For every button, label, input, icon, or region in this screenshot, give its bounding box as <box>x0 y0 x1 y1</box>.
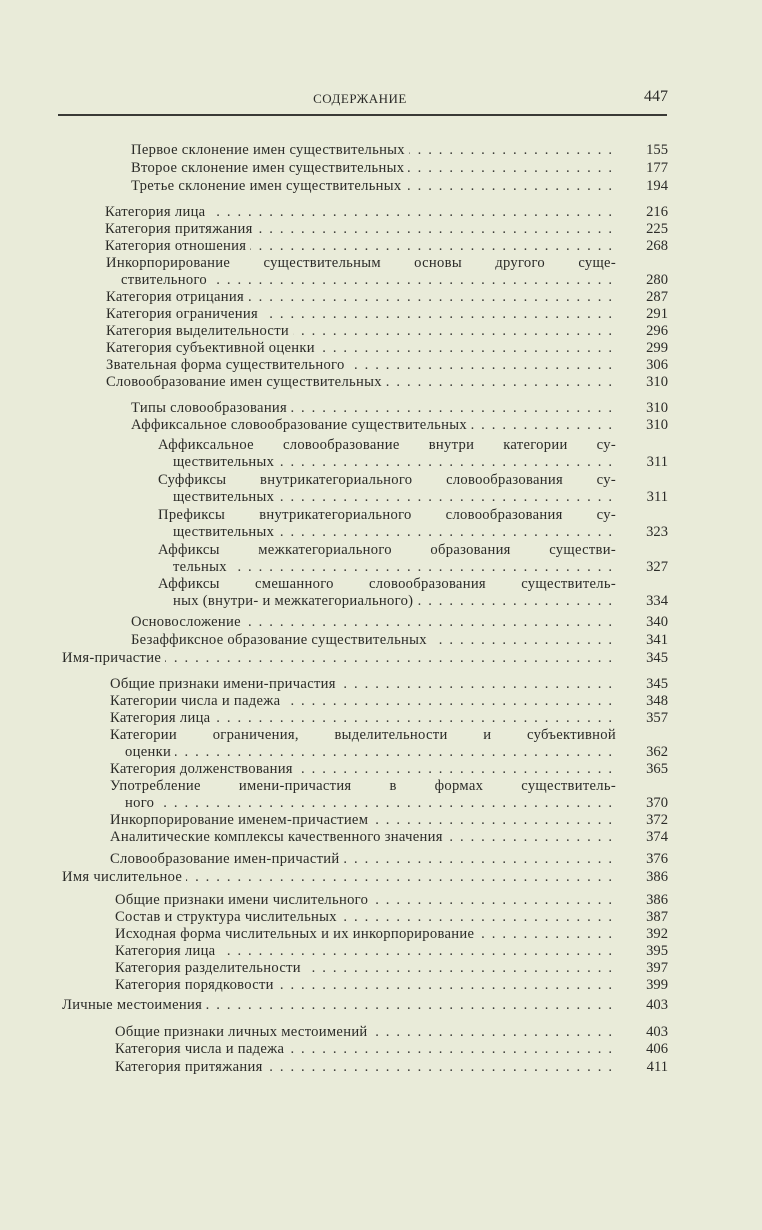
toc-entry <box>131 632 668 649</box>
entry-line <box>115 1041 668 1058</box>
toc-entry <box>62 869 668 886</box>
entry-line <box>131 400 668 417</box>
entry-title: Инкорпорирование существительным основы другого суще- <box>106 255 616 271</box>
entry-line-wrapped <box>110 778 668 795</box>
dot-leader <box>248 289 612 306</box>
entry-page-number: 225 <box>646 221 668 237</box>
entry-title: Категория лица <box>110 710 211 726</box>
entry-line <box>158 593 668 610</box>
entry-line <box>158 524 668 541</box>
toc-entry <box>115 926 668 943</box>
entry-line <box>115 1059 668 1076</box>
toc-entry <box>62 650 668 667</box>
dot-leader <box>471 417 612 434</box>
entry-title: Основосложение <box>131 614 241 630</box>
entry-title: Второе склонение имен существительных <box>131 160 405 176</box>
entry-page-number: 348 <box>646 693 668 709</box>
dot-leader <box>278 454 612 471</box>
entry-line <box>158 559 668 576</box>
dot-leader <box>209 204 612 221</box>
entry-line <box>110 744 668 761</box>
entry-page-number: 397 <box>646 960 668 976</box>
entry-title: Общие признаки имени числительного <box>115 892 369 908</box>
entry-title: Звательная форма существительного <box>106 357 345 373</box>
entry-line <box>158 454 668 471</box>
entry-line <box>115 1024 668 1041</box>
page-number: 447 <box>644 88 668 105</box>
dot-leader <box>288 1041 612 1058</box>
dot-leader <box>431 632 612 649</box>
entry-line <box>105 238 668 255</box>
entry-line <box>131 614 668 631</box>
entry-line <box>115 960 668 977</box>
entry-title: Типы словообразования <box>131 400 288 416</box>
entry-line <box>115 892 668 909</box>
dot-leader <box>291 400 612 417</box>
toc-entry <box>158 542 668 577</box>
toc-entry <box>115 1059 668 1076</box>
entry-line <box>110 851 668 868</box>
dot-leader <box>206 997 612 1014</box>
entry-title: Словообразование имен-причастий <box>110 851 340 867</box>
entry-line <box>110 693 668 710</box>
entry-title: Общие признаки имени-причастия <box>110 676 336 692</box>
entry-line-wrapped <box>158 542 668 559</box>
entry-title: Личные местоимения <box>62 997 203 1013</box>
entry-page-number: 386 <box>646 869 668 885</box>
dot-leader <box>278 489 612 506</box>
dot-leader <box>408 160 612 177</box>
entry-line <box>110 761 668 778</box>
entry-page-number: 341 <box>646 632 668 648</box>
header-title: СОДЕРЖАНИЕ <box>313 91 407 106</box>
entry-title: Исходная форма числительных и их инкорпорирование <box>115 926 475 942</box>
entry-title: Категория притяжания <box>115 1059 263 1075</box>
toc-entry <box>131 400 668 417</box>
toc-entry <box>110 812 668 829</box>
entry-page-number: 216 <box>646 204 668 220</box>
entry-line <box>110 676 668 693</box>
entry-title: ного <box>125 795 155 812</box>
dot-leader <box>293 323 612 340</box>
dot-leader <box>349 357 612 374</box>
toc-entry <box>110 851 668 868</box>
entry-page-number: 370 <box>646 795 668 812</box>
entry-page-number: 403 <box>646 1024 668 1040</box>
toc-entry <box>62 997 668 1014</box>
entry-line <box>62 869 668 886</box>
toc-entry <box>115 909 668 926</box>
entry-title: Аффиксальное словообразование внутри категории су- <box>158 437 616 453</box>
dot-leader <box>231 559 612 576</box>
entry-page-number: 306 <box>646 357 668 373</box>
toc-entry <box>158 472 668 507</box>
entry-line <box>110 812 668 829</box>
entry-title: тельных <box>173 559 227 576</box>
entry-page-number: 323 <box>646 524 668 541</box>
toc-entry <box>115 943 668 960</box>
entry-title: Категория разделительности <box>115 960 301 976</box>
entry-title: ществительных <box>173 454 275 471</box>
dot-leader <box>386 374 612 391</box>
toc-entry <box>106 357 668 374</box>
toc-entry <box>110 761 668 778</box>
toc-entry <box>115 960 668 977</box>
dot-leader <box>158 795 612 812</box>
entry-line <box>62 650 668 667</box>
dot-leader <box>340 676 612 693</box>
entry-title: Категория ограничения <box>106 306 259 322</box>
entry-page-number: 311 <box>646 454 668 471</box>
toc-entry <box>110 676 668 693</box>
dot-leader <box>478 926 612 943</box>
entry-line-wrapped <box>158 437 668 454</box>
entry-line <box>110 795 668 812</box>
dot-leader <box>319 340 612 357</box>
entry-title: Употребление имени-причастия в формах существитель- <box>110 778 616 794</box>
entry-title: Категория отношения <box>105 238 247 254</box>
entry-page-number: 399 <box>646 977 668 993</box>
entry-page-number: 411 <box>646 1059 668 1075</box>
dot-leader <box>245 614 612 631</box>
toc-entry <box>106 255 668 290</box>
entry-line <box>62 997 668 1014</box>
entry-line <box>106 374 668 391</box>
entry-title: Префиксы внутрикатегориального словообразования су- <box>158 507 616 523</box>
entry-title: Общие признаки личных местоимений <box>115 1024 368 1040</box>
entry-title: Категория лица <box>115 943 216 959</box>
entry-line-wrapped <box>110 727 668 744</box>
toc-entry <box>131 178 668 195</box>
toc-entry <box>115 977 668 994</box>
entry-page-number: 177 <box>646 160 668 176</box>
entry-line <box>115 909 668 926</box>
entry-line-wrapped <box>106 255 668 272</box>
dot-leader <box>344 851 613 868</box>
entry-page-number: 392 <box>646 926 668 942</box>
entry-page-number: 311 <box>646 489 668 506</box>
entry-page-number: 345 <box>646 650 668 666</box>
dot-leader <box>175 744 612 761</box>
dot-leader <box>219 943 612 960</box>
entry-page-number: 365 <box>646 761 668 777</box>
dot-leader <box>417 593 612 610</box>
entry-line <box>106 323 668 340</box>
entry-page-number: 327 <box>646 559 668 576</box>
toc-entry <box>105 204 668 221</box>
entry-page-number: 395 <box>646 943 668 959</box>
entry-line <box>106 289 668 306</box>
dot-leader <box>284 693 612 710</box>
entry-line <box>131 178 668 195</box>
dot-leader <box>372 892 612 909</box>
entry-title: Категории числа и падежа <box>110 693 281 709</box>
entry-title: ществительных <box>173 524 275 541</box>
entry-page-number: 310 <box>646 400 668 416</box>
entry-page-number: 310 <box>646 374 668 390</box>
entry-page-number: 403 <box>646 997 668 1013</box>
entry-title: Категории ограничения, выделительности и субъективной <box>110 727 616 743</box>
toc-entry <box>115 892 668 909</box>
dot-leader <box>372 1024 612 1041</box>
entry-page-number: 299 <box>646 340 668 356</box>
entry-line <box>131 417 668 434</box>
toc-entry <box>131 142 668 159</box>
dot-leader <box>305 960 612 977</box>
dot-leader <box>341 909 612 926</box>
entry-title: Инкорпорирование именем-причастием <box>110 812 369 828</box>
entry-title: Состав и структура числительных <box>115 909 337 925</box>
header-rule <box>58 114 667 116</box>
toc-entry <box>115 1024 668 1041</box>
dot-leader <box>372 812 612 829</box>
entry-page-number: 310 <box>646 417 668 433</box>
toc-entry <box>110 778 668 813</box>
entry-line-wrapped <box>158 507 668 524</box>
entry-page-number: 386 <box>646 892 668 908</box>
dot-leader <box>267 1059 612 1076</box>
entry-title: оценки <box>125 744 172 761</box>
toc-entry <box>131 160 668 177</box>
entry-page-number: 334 <box>646 593 668 610</box>
dot-leader <box>186 869 612 886</box>
toc-entry <box>131 614 668 631</box>
toc-entry <box>158 507 668 542</box>
entry-title: Категория числа и падежа <box>115 1041 285 1057</box>
entry-line <box>115 943 668 960</box>
entry-line-wrapped <box>158 576 668 593</box>
entry-page-number: 406 <box>646 1041 668 1057</box>
dot-leader <box>250 238 612 255</box>
dot-leader <box>278 524 612 541</box>
entry-title: Аффиксы межкатегориального образования существи- <box>158 542 616 558</box>
entry-title: ных (внутри- и межкатегориального) <box>173 593 414 610</box>
entry-title: Категория лица <box>105 204 206 220</box>
entry-page-number: 372 <box>646 812 668 828</box>
entry-title: Категория долженствования <box>110 761 293 777</box>
entry-title: Аналитические комплексы качественного значения <box>110 829 443 845</box>
entry-line <box>115 926 668 943</box>
entry-line <box>110 829 668 846</box>
toc-entry <box>105 238 668 255</box>
toc-entry <box>110 829 668 846</box>
entry-title: Имя числительное <box>62 869 183 885</box>
toc-entry <box>131 417 668 434</box>
entry-title: Категория отрицания <box>106 289 244 305</box>
entry-line <box>131 142 668 159</box>
toc-entry <box>106 289 668 306</box>
toc-entry <box>158 437 668 472</box>
entry-page-number: 155 <box>646 142 668 158</box>
entry-title: Категория порядковости <box>115 977 274 993</box>
entry-line <box>106 357 668 374</box>
entry-line-wrapped <box>158 472 668 489</box>
entry-line <box>110 710 668 727</box>
dot-leader <box>214 710 612 727</box>
entry-title: Категория субъективной оценки <box>106 340 315 356</box>
dot-leader <box>257 221 612 238</box>
entry-line <box>131 632 668 649</box>
entry-title: Аффиксальное словообразование существительных <box>131 417 467 433</box>
entry-title: Безаффиксное образование существительных <box>131 632 427 648</box>
dot-leader <box>447 829 612 846</box>
toc-entry <box>106 323 668 340</box>
entry-page-number: 194 <box>646 178 668 194</box>
entry-page-number: 287 <box>646 289 668 305</box>
entry-title: Третье склонение имен существительных <box>131 178 402 194</box>
entry-title: Суффиксы внутрикатегориального словообразования су- <box>158 472 616 488</box>
entry-page-number: 280 <box>646 272 668 289</box>
dot-leader <box>211 272 612 289</box>
entry-page-number: 357 <box>646 710 668 726</box>
toc-entry <box>105 221 668 238</box>
toc-entry <box>110 727 668 762</box>
entry-line <box>106 340 668 357</box>
entry-page-number: 374 <box>646 829 668 845</box>
entry-page-number: 291 <box>646 306 668 322</box>
dot-leader <box>409 142 612 159</box>
toc-entry <box>110 710 668 727</box>
entry-title: Словообразование имен существительных <box>106 374 382 390</box>
dot-leader <box>405 178 612 195</box>
entry-title: Категория выделительности <box>106 323 290 339</box>
entry-line <box>105 221 668 238</box>
toc-entry <box>106 306 668 323</box>
entry-line <box>131 160 668 177</box>
entry-page-number: 387 <box>646 909 668 925</box>
entry-title: Имя-причастие <box>62 650 162 666</box>
entry-line <box>105 204 668 221</box>
entry-page-number: 268 <box>646 238 668 254</box>
entry-page-number: 376 <box>646 851 668 867</box>
entry-title: Первое склонение имен существительных <box>131 142 405 158</box>
toc-entry <box>106 374 668 391</box>
dot-leader <box>165 650 612 667</box>
dot-leader <box>262 306 612 323</box>
dot-leader <box>297 761 612 778</box>
dot-leader <box>278 977 612 994</box>
entry-title: Аффиксы смешанного словообразования существитель- <box>158 576 616 592</box>
toc-entry <box>110 693 668 710</box>
toc-entry <box>115 1041 668 1058</box>
toc-entry <box>106 340 668 357</box>
entry-page-number: 340 <box>646 614 668 630</box>
entry-title: ствительного <box>121 272 207 289</box>
entry-title: ществительных <box>173 489 275 506</box>
entry-page-number: 296 <box>646 323 668 339</box>
entry-line <box>106 306 668 323</box>
entry-title: Категория притяжания <box>105 221 253 237</box>
entry-page-number: 362 <box>646 744 668 761</box>
toc-entry <box>158 576 668 611</box>
entry-line <box>158 489 668 506</box>
entry-page-number: 345 <box>646 676 668 692</box>
entry-line <box>106 272 668 289</box>
entry-line <box>115 977 668 994</box>
